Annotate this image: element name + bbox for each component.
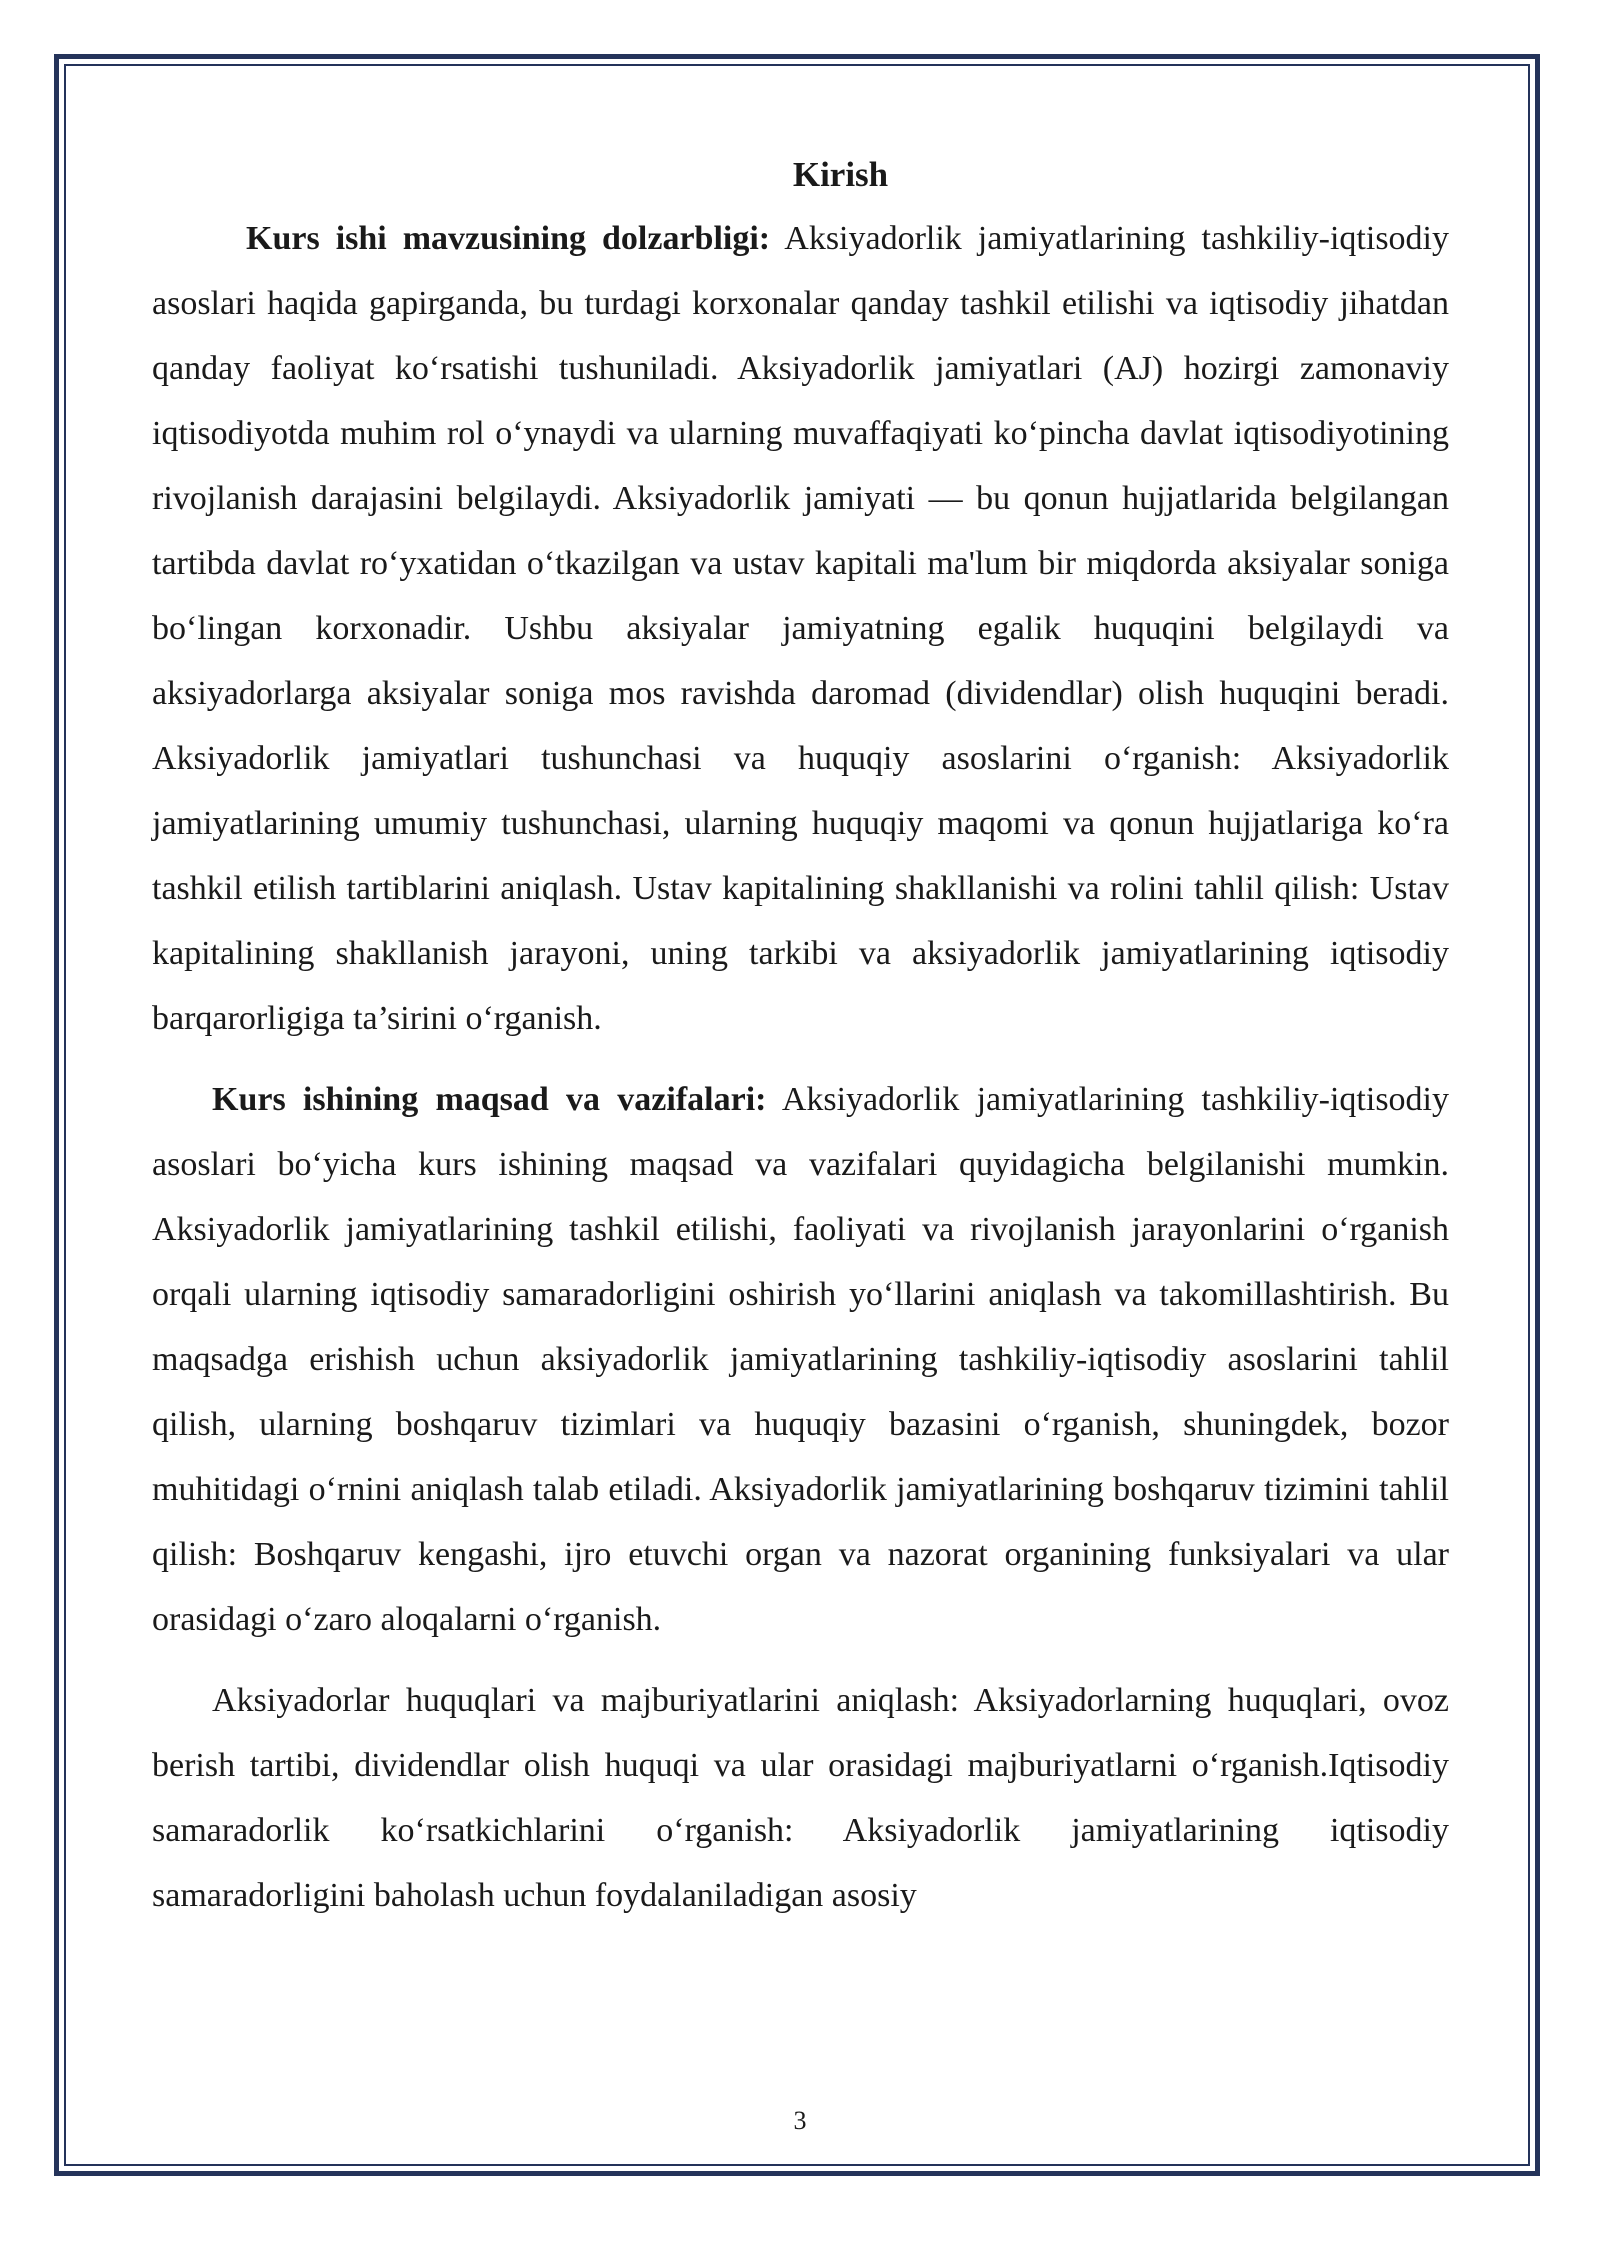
paragraph-lead: Kurs ishi mavzusining dolzarbligi:	[246, 220, 771, 257]
paragraph-text: Aksiyadorlik jamiyatlarining tashkiliy-iqtisodiy asoslari boʻyicha kurs ishining maqsad va vazifalari quyidagicha belgilanishi mumkin. Aksiyadorlik jamiyatlarining tashkil etilishi, faoliyati va rivojlanish jarayonlarini oʻrganish orqali ularning iqtisodiy samaradorligini oshirish yoʻllarini aniqlash va takomillashtirish. Bu maqsadga erishish uchun aksiyadorlik jamiyatlarining tashkiliy-iqtisodiy asoslarini tahlil qilish, ularning boshqaruv tizimlari va huquqiy bazasini oʻrganish, shuningdek, bozor muhitidagi oʻrnini aniqlash talab etiladi. Aksiyadorlik jamiyatlarining boshqaruv tizimini tahlil qilish: Boshqaruv kengashi, ijro etuvchi organ va nazorat organining funksiyalari va ular orasidagi oʻzaro aloqalarni oʻrganish.	[152, 1081, 1450, 1638]
section-title: Kirish	[792, 155, 889, 194]
paragraph-text: Aksiyadorlik jamiyatlarining tashkiliy-iqtisodiy asoslari haqida gapirganda, bu turdagi korxonalar qanday tashkil etilishi va iqtisodiy jihatdan qanday faoliyat koʻrsatishi tushuniladi. Aksiyadorlik jamiyatlari (AJ) hozirgi zamonaviy iqtisodiyotda muhim rol oʻynaydi va ularning muvaffaqiyati koʻpincha davlat iqtisodiyotining rivojlanish darajasini belgilaydi. Aksiyadorlik jamiyati — bu qonun hujjatlarida belgilangan tartibda davlat roʻyxatidan oʻtkazilgan va ustav kapitali ma'lum bir miqdorda aksiyalar soniga boʻlingan korxonadir. Ushbu aksiyalar jamiyatning egalik huquqini belgilaydi va aksiyadorlarga aksiyalar soniga mos ravishda daromad (dividendlar) olish huquqini beradi. Aksiyadorlik jamiyatlari tushunchasi va huquqiy asoslarini oʻrganish: Aksiyadorlik jamiyatlarining umumiy tushunchasi, ularning huquqiy maqomi va qonun hujjatlariga koʻra tashkil etilish tartiblarini aniqlash. Ustav kapitalining shakllanishi va rolini tahlil qilish: Ustav kapitalining shakllanish jarayoni, uning tarkibi va aksiyadorlik jamiyatlarining iqtisodiy barqarorligiga ta’sirini oʻrganish.	[152, 220, 1449, 1037]
paragraph-shareholders	[152, 1668, 1449, 1928]
page-number: 3	[793, 2106, 807, 2135]
document-body	[152, 148, 1449, 1944]
paragraph-goals	[152, 1067, 1449, 1652]
paragraph-text: Aksiyadorlar huquqlari va majburiyatlarini aniqlash: Aksiyadorlarning huquqlari, ovoz berish tartibi, dividendlar olish huquqi va ular orasidagi majburiyatlarni oʻrganish.Iqtisodiy samaradorlik koʻrsatkichlarini oʻrganish: Aksiyadorlik jamiyatlarining iqtisodiy samaradorligini baholash uchun foydalaniladigan asosiy	[152, 1682, 1449, 1914]
paragraph-relevance	[152, 206, 1449, 1051]
paragraph-lead: Kurs ishining maqsad va vazifalari:	[212, 1081, 767, 1118]
